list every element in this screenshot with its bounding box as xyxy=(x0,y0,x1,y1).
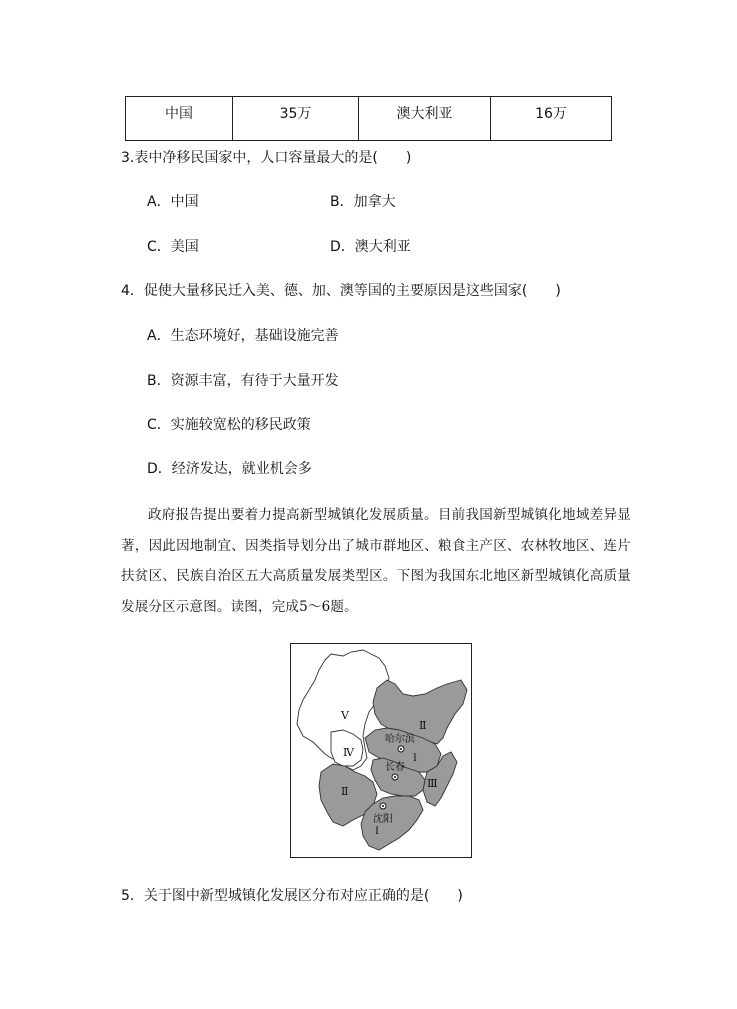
city-marker-changchun xyxy=(392,774,398,780)
city-marker-shenyang xyxy=(380,803,386,809)
table-cell-value-2: 16万 xyxy=(535,105,567,122)
question-3-stem: 3.表中净移民国家中，人口容量最大的是( ) xyxy=(121,150,412,166)
question-4-stem: 4．促使大量移民迁入美、德、加、澳等国的主要原因是这些国家( ) xyxy=(121,283,561,299)
map-label-region-iii: Ⅲ xyxy=(427,777,438,790)
question-4-option-a: A．生态环境好，基础设施完善 xyxy=(147,328,339,344)
table-cell-country-1: 中国 xyxy=(126,97,233,140)
table-cell-value-1: 35万 xyxy=(233,97,359,140)
question-4-option-d: D．经济发达，就业机会多 xyxy=(147,461,312,477)
question-3-option-b: B．加拿大 xyxy=(330,194,396,210)
city-label-shenyang: 沈阳 xyxy=(373,814,393,825)
map-label-region-i-harbin: Ⅰ xyxy=(413,753,417,764)
question-3-option-d: D．澳大利亚 xyxy=(330,239,411,255)
northeast-china-map-figure xyxy=(290,643,472,858)
city-label-harbin: 哈尔滨 xyxy=(385,734,415,745)
question-4-option-c: C．实施较宽松的移民政策 xyxy=(147,417,311,433)
data-table-row xyxy=(125,96,612,141)
northeast-china-map xyxy=(291,644,471,857)
reading-passage: 政府报告提出要着力提高新型城镇化发展质量。目前我国新型城镇化地域差异显著，因此因地制宜、因类指导划分出了城市群地区、粮食主产区、农林牧地区、连片扶贫区、民族自治区五大高质量发展类型区。下图为我国东北地区新型城镇化高质量发展分区示意图。读图，完成5～6题。 xyxy=(121,507,631,615)
table-cell-country-2: 澳大利亚 xyxy=(359,97,491,140)
question-5-stem: 5．关于图中新型城镇化发展区分布对应正确的是( ) xyxy=(121,888,463,904)
question-3-option-a: A．中国 xyxy=(147,194,199,210)
question-4-option-b: B．资源丰富，有待于大量开发 xyxy=(147,373,339,389)
city-marker-harbin xyxy=(398,746,404,752)
map-label-region-ii-north: Ⅱ xyxy=(419,719,427,732)
map-label-region-i-shenyang: Ⅰ xyxy=(375,826,379,837)
city-label-changchun: 长春 xyxy=(385,762,405,773)
map-label-region-ii-south: Ⅱ xyxy=(341,785,349,798)
map-label-region-v: Ⅴ xyxy=(341,709,349,722)
question-3-option-c: C．美国 xyxy=(147,239,199,255)
map-label-region-iv: Ⅳ xyxy=(343,746,354,759)
